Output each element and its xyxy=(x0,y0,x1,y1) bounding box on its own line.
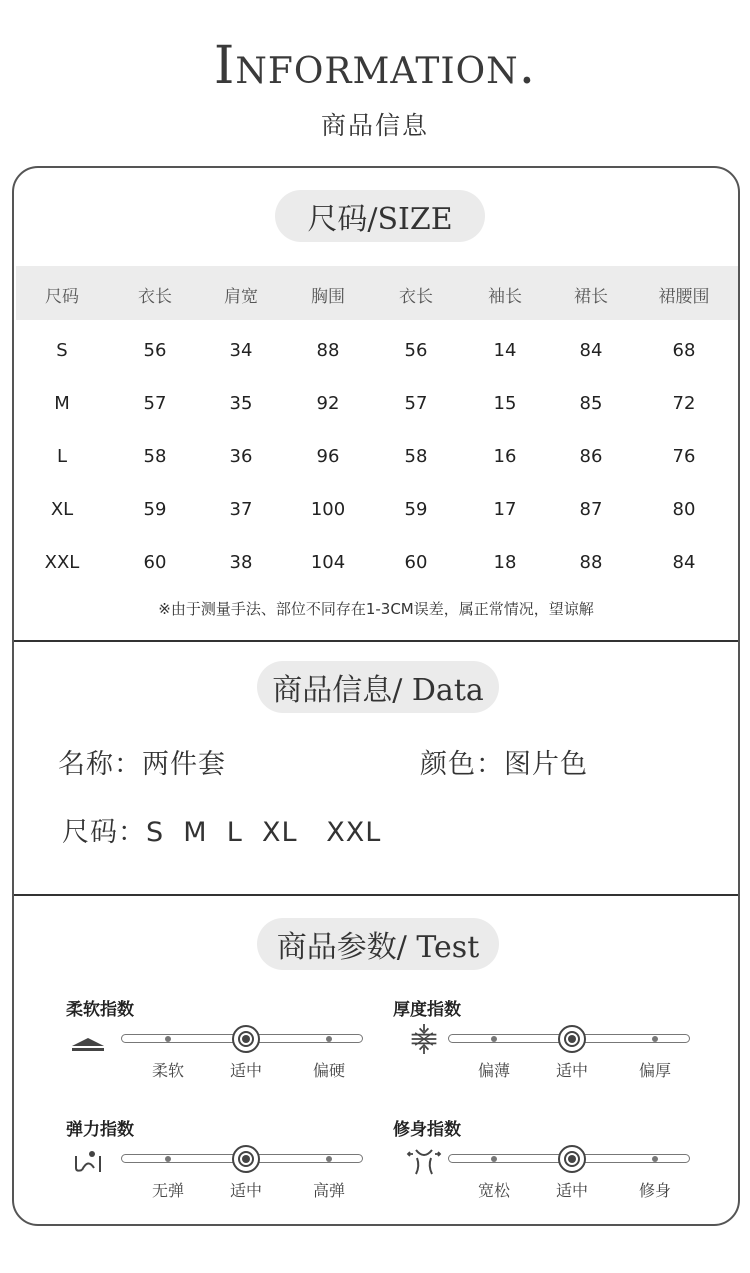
table-cell: 16 xyxy=(493,446,517,467)
table-cell: 88 xyxy=(316,340,340,361)
page-subtitle: 商品信息 xyxy=(320,111,429,140)
param-label: 适中 xyxy=(229,1181,262,1200)
col-header: 衣长 xyxy=(399,287,433,307)
track-dot xyxy=(326,1036,332,1042)
table-cell: 58 xyxy=(143,446,167,467)
param-label: 修身 xyxy=(638,1181,671,1200)
info-card xyxy=(12,166,740,1226)
table-cell: 57 xyxy=(404,393,428,414)
product-color: 颜色：图片色 xyxy=(420,749,588,780)
level-knob xyxy=(232,1025,260,1053)
table-cell: 56 xyxy=(143,340,167,361)
track-dot xyxy=(165,1036,171,1042)
param-label: 适中 xyxy=(229,1061,262,1080)
param-title: 柔软指数 xyxy=(66,1000,134,1020)
stretch-icon xyxy=(72,1146,108,1176)
table-cell: 17 xyxy=(493,499,517,520)
col-header: 裙腰围 xyxy=(658,287,710,307)
table-cell: 80 xyxy=(672,499,696,520)
table-cell: 84 xyxy=(672,552,696,573)
table-cell: M xyxy=(54,393,70,414)
param-label: 无弹 xyxy=(151,1181,184,1200)
table-cell: 59 xyxy=(404,499,428,520)
table-cell: 84 xyxy=(579,340,603,361)
table-row xyxy=(16,499,738,525)
param-label: 适中 xyxy=(555,1181,588,1200)
table-cell: 36 xyxy=(229,446,253,467)
table-cell: 58 xyxy=(404,446,428,467)
table-cell: 87 xyxy=(579,499,603,520)
table-cell: S xyxy=(56,340,68,361)
track-dot xyxy=(165,1156,171,1162)
table-cell: 96 xyxy=(316,446,340,467)
size-section-pill: 尺码/SIZE xyxy=(275,190,485,242)
param-label: 偏硬 xyxy=(312,1061,345,1080)
param-label: 偏厚 xyxy=(638,1061,671,1080)
table-cell: 34 xyxy=(229,340,253,361)
track-dot xyxy=(652,1036,658,1042)
col-header: 裙长 xyxy=(574,287,608,307)
section-divider xyxy=(14,640,738,642)
param-label: 偏薄 xyxy=(477,1061,510,1080)
product-sizes: 尺码：S M L XL XXL xyxy=(62,817,382,848)
table-cell: 60 xyxy=(143,552,167,573)
table-cell: 14 xyxy=(493,340,517,361)
col-header: 衣长 xyxy=(138,287,172,307)
size-table-header xyxy=(16,266,738,320)
track-dot xyxy=(326,1156,332,1162)
table-cell: 38 xyxy=(229,552,253,573)
col-header: 袖长 xyxy=(488,287,522,307)
table-cell: XXL xyxy=(44,552,80,573)
level-knob xyxy=(232,1145,260,1173)
track-dot xyxy=(491,1036,497,1042)
track-dot xyxy=(491,1156,497,1162)
param-title: 厚度指数 xyxy=(393,1000,461,1020)
page-title: Information. xyxy=(213,36,537,96)
table-cell: 15 xyxy=(493,393,517,414)
table-cell: 88 xyxy=(579,552,603,573)
measurement-note: ※由于测量手法、部位不同存在1-3CM误差，属正常情况，望谅解 xyxy=(158,600,594,618)
level-knob xyxy=(558,1025,586,1053)
col-header: 肩宽 xyxy=(224,287,258,307)
shoe-icon xyxy=(70,1026,106,1056)
table-row xyxy=(16,446,738,472)
table-cell: 76 xyxy=(672,446,696,467)
section-divider xyxy=(14,894,738,896)
col-header: 胸围 xyxy=(311,287,345,307)
table-cell: 100 xyxy=(310,499,346,520)
product-name: 名称：两件套 xyxy=(58,749,226,780)
param-title: 弹力指数 xyxy=(66,1120,134,1140)
table-cell: 92 xyxy=(316,393,340,414)
table-cell: 86 xyxy=(579,446,603,467)
fit-icon xyxy=(406,1146,442,1176)
table-cell: XL xyxy=(50,499,74,520)
track-dot xyxy=(652,1156,658,1162)
level-knob xyxy=(558,1145,586,1173)
table-cell: 72 xyxy=(672,393,696,414)
table-cell: 37 xyxy=(229,499,253,520)
table-cell: 59 xyxy=(143,499,167,520)
test-section-pill: 商品参数/ Test xyxy=(257,918,499,970)
param-title: 修身指数 xyxy=(393,1120,461,1140)
param-label: 高弹 xyxy=(312,1181,345,1200)
table-row xyxy=(16,340,738,366)
param-label: 柔软 xyxy=(151,1061,184,1080)
table-row xyxy=(16,393,738,419)
table-cell: L xyxy=(56,446,68,467)
table-cell: 68 xyxy=(672,340,696,361)
table-cell: 104 xyxy=(310,552,346,573)
table-cell: 60 xyxy=(404,552,428,573)
table-cell: 56 xyxy=(404,340,428,361)
table-cell: 85 xyxy=(579,393,603,414)
param-label: 宽松 xyxy=(477,1181,510,1200)
table-cell: 57 xyxy=(143,393,167,414)
table-row xyxy=(16,552,738,578)
table-cell: 18 xyxy=(493,552,517,573)
data-section-pill: 商品信息/ Data xyxy=(257,661,499,713)
thickness-icon xyxy=(406,1024,442,1054)
table-cell: 35 xyxy=(229,393,253,414)
col-header: 尺码 xyxy=(45,287,79,307)
param-label: 适中 xyxy=(555,1061,588,1080)
